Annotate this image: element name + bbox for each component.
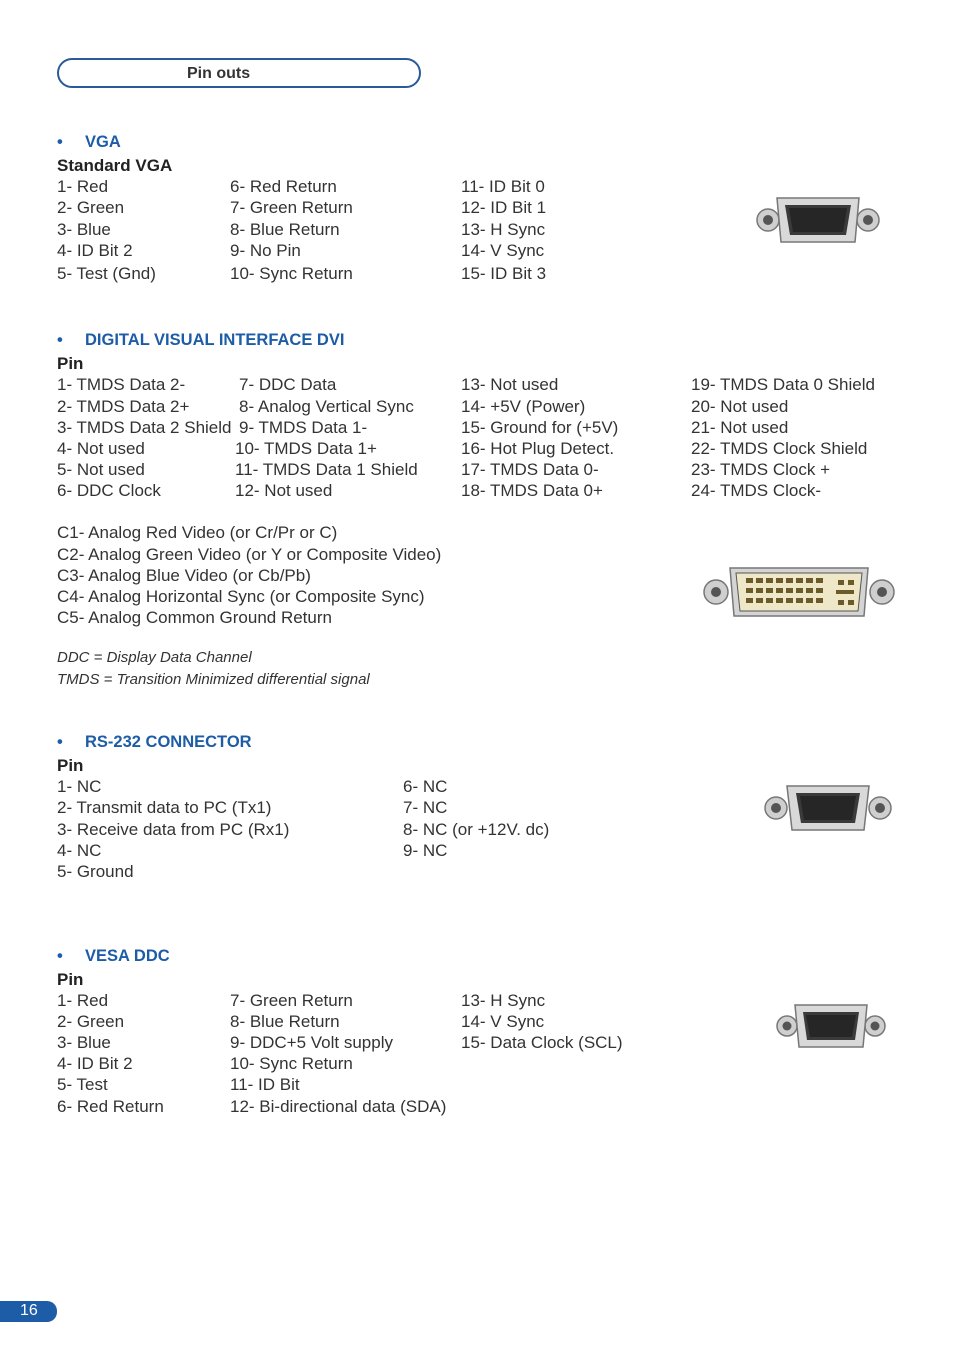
dvi-pin-hole: [796, 598, 803, 603]
vga-pin: 10- Sync Return: [230, 264, 353, 283]
dvi-title: • DIGITAL VISUAL INTERFACE DVI: [57, 331, 345, 349]
dvi-connector-icon: [702, 564, 896, 620]
dvi-pin: 22- TMDS Clock Shield: [691, 439, 868, 458]
vesa-pin: 9- DDC+5 Volt supply: [230, 1033, 393, 1052]
dvi-analog-pin: C1- Analog Red Video (or Cr/Pr or C): [57, 523, 338, 542]
vesa-pin: 3- Blue: [57, 1033, 111, 1052]
rs232-pin: 5- Ground: [57, 862, 134, 881]
bullet: •: [57, 331, 63, 349]
dvi-analog-pin: C4- Analog Horizontal Sync (or Composite Sync): [57, 587, 425, 606]
vga-pin: 15- ID Bit 3: [461, 264, 547, 283]
dvi-pin: 1- TMDS Data 2-: [57, 375, 186, 394]
dvi-pin-hole: [766, 578, 773, 583]
dvi-pin-hole: [806, 588, 813, 593]
dvi-pin-hole: [766, 598, 773, 603]
vga-pin: 11- ID Bit 0: [461, 177, 545, 196]
vga-pin: 12- ID Bit 1: [461, 198, 547, 217]
vga-pin: 4- ID Bit 2: [57, 241, 133, 260]
dvi-pin: 19- TMDS Data 0 Shield: [691, 375, 875, 394]
vesa-pin: 4- ID Bit 2: [57, 1054, 133, 1073]
vesa-pin: 8- Blue Return: [230, 1012, 340, 1031]
dvi-pin: 21- Not used: [691, 418, 789, 437]
dvi-pin: 14- +5V (Power): [461, 397, 586, 416]
dvi-pin: 18- TMDS Data 0+: [461, 481, 603, 500]
vga-pin: 9- No Pin: [230, 241, 301, 260]
vga-pin: 13- H Sync: [461, 220, 546, 239]
vga-connector-icon: [755, 194, 881, 246]
dvi-analog-pin-hole: [838, 580, 844, 585]
dvi-pin-hole: [816, 578, 823, 583]
vesa-pin: 12- Bi-directional data (SDA): [230, 1097, 447, 1116]
vesa-pin: 2- Green: [57, 1012, 125, 1031]
dvi-pin: 16- Hot Plug Detect.: [461, 439, 615, 458]
vga-pin: 5- Test (Gnd): [57, 264, 156, 283]
vga-pin: 8- Blue Return: [230, 220, 340, 239]
bullet: •: [57, 133, 63, 151]
dvi-pin: 23- TMDS Clock +: [691, 460, 831, 479]
rs232-title: • RS-232 CONNECTOR: [57, 733, 252, 751]
dvi-pin-hole: [746, 588, 753, 593]
dvi-pin: 6- DDC Clock: [57, 481, 161, 500]
dvi-pin-hole: [806, 578, 813, 583]
dvi-note: TMDS = Transition Minimized differential signal: [57, 671, 370, 688]
rs232-pin: 2- Transmit data to PC (Tx1): [57, 798, 272, 817]
vga-pin: 3- Blue: [57, 220, 111, 239]
page-number-tab: [0, 1301, 57, 1322]
vga-subtitle: Standard VGA: [57, 156, 173, 175]
vesa-subtitle: Pin: [57, 970, 84, 989]
vga-title: • VGA: [57, 133, 121, 151]
dvi-pin: 20- Not used: [691, 397, 789, 416]
dvi-pin: 13- Not used: [461, 375, 559, 394]
vga-pin: 7- Green Return: [230, 198, 353, 217]
dvi-pin: 12- Not used: [235, 481, 333, 500]
rs232-pin: 3- Receive data from PC (Rx1): [57, 820, 290, 839]
dvi-analog-pin-hole: [848, 580, 854, 585]
dvi-pin: 2- TMDS Data 2+: [57, 397, 190, 416]
bullet: •: [57, 947, 63, 965]
dvi-pin-hole: [816, 588, 823, 593]
rs232-pin: 7- NC: [403, 798, 448, 817]
dvi-pin-hole: [746, 598, 753, 603]
dvi-pin: 11- TMDS Data 1 Shield: [235, 460, 418, 479]
dvi-pin-hole: [786, 588, 793, 593]
vesa-connector-icon: [775, 1002, 887, 1050]
vesa-pin: 1- Red: [57, 991, 109, 1010]
dvi-pin-hole: [776, 588, 783, 593]
vga-pin: 6- Red Return: [230, 177, 337, 196]
dvi-pin-hole: [786, 578, 793, 583]
dvi-pin-hole: [816, 598, 823, 603]
dvi-pin-hole: [806, 598, 813, 603]
dvi-pin: 15- Ground for (+5V): [461, 418, 619, 437]
dvi-analog-pin: C2- Analog Green Video (or Y or Composite Video): [57, 545, 442, 564]
vesa-pin: 13- H Sync: [461, 991, 546, 1010]
rs232-pin: 6- NC: [403, 777, 448, 796]
dvi-pin-hole: [786, 598, 793, 603]
dvi-pin: 5- Not used: [57, 460, 145, 479]
rs232-pin: 1- NC: [57, 777, 102, 796]
vga-pin: 2- Green: [57, 198, 125, 217]
vga-pin: 1- Red: [57, 177, 109, 196]
vesa-title: • VESA DDC: [57, 947, 170, 965]
section-header: [57, 58, 421, 88]
vesa-pin: 10- Sync Return: [230, 1054, 353, 1073]
rs232-pin: 8- NC (or +12V. dc): [403, 820, 550, 839]
dvi-pin-hole: [776, 598, 783, 603]
dvi-pin: 9- TMDS Data 1-: [239, 418, 368, 437]
dvi-pin-hole: [746, 578, 753, 583]
dvi-pin-hole: [756, 598, 763, 603]
vesa-pin: 11- ID Bit: [230, 1075, 300, 1094]
rs232-pin: 9- NC: [403, 841, 448, 860]
page-number: 16: [20, 1302, 38, 1319]
dvi-pin-hole: [756, 588, 763, 593]
vesa-pin: 6- Red Return: [57, 1097, 164, 1116]
dvi-pin: 17- TMDS Data 0-: [461, 460, 599, 479]
bullet: •: [57, 733, 63, 751]
dvi-pin: 7- DDC Data: [239, 375, 337, 394]
dvi-pin-hole: [796, 578, 803, 583]
vesa-pin: 14- V Sync: [461, 1012, 545, 1031]
vesa-pin: 15- Data Clock (SCL): [461, 1033, 623, 1052]
dvi-pin-hole: [756, 578, 763, 583]
dvi-analog-pin-hole: [848, 600, 854, 605]
dvi-analog-pin-hole: [838, 600, 844, 605]
rs232-pin: 4- NC: [57, 841, 102, 860]
dvi-pin-hole: [766, 588, 773, 593]
dvi-analog-blade: [836, 590, 854, 594]
vesa-pin: 7- Green Return: [230, 991, 353, 1010]
dvi-pin: 4- Not used: [57, 439, 145, 458]
dvi-pin: 3- TMDS Data 2 Shield: [57, 418, 232, 437]
dvi-note: DDC = Display Data Channel: [57, 649, 252, 666]
dvi-analog-pin: C3- Analog Blue Video (or Cb/Pb): [57, 566, 311, 585]
dvi-pin: 10- TMDS Data 1+: [235, 439, 377, 458]
dvi-pin: 8- Analog Vertical Sync: [239, 397, 414, 416]
dvi-pin-hole: [796, 588, 803, 593]
rs232-connector-icon: [763, 783, 893, 833]
dvi-pin: 24- TMDS Clock-: [691, 481, 822, 500]
rs232-subtitle: Pin: [57, 756, 84, 775]
dvi-analog-pin: C5- Analog Common Ground Return: [57, 608, 332, 627]
dvi-pin-hole: [776, 578, 783, 583]
section-header-title: Pin outs: [187, 65, 251, 82]
dvi-subtitle: Pin: [57, 354, 84, 373]
vesa-pin: 5- Test: [57, 1075, 108, 1094]
vga-pin: 14- V Sync: [461, 241, 545, 260]
